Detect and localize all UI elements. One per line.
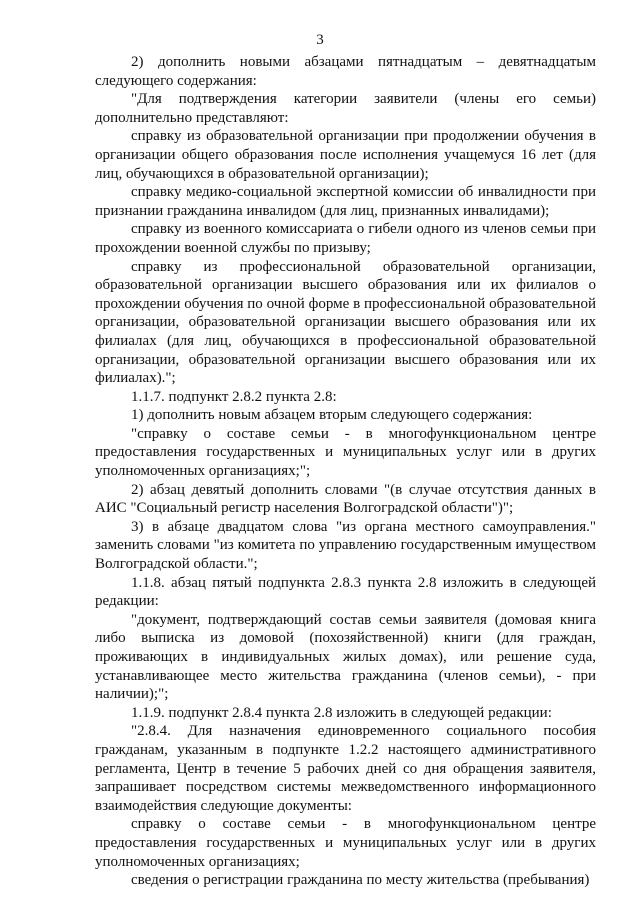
paragraph-17: сведения о регистрации гражданина по месту жительства (пребывания) [131,872,590,889]
paragraph-2: "Для подтверждения категории заявители (члены его семьи) дополнительно представляют: [95,91,596,126]
paragraph-12: 1.1.8. абзац пятый подпункта 2.8.3 пункта 2.8 изложить в следующей редакции: [95,574,596,610]
paragraph-4: справку медико-социальной экспертной комиссии об инвалидности при признании гражданина инвалидом (для лиц, признанных инвалидами); [95,184,596,219]
paragraph-6: справку из профессиональной образовательной организации, образовательной организации высшего образования или их филиалов о прохождении обучения по очной форме в профессиональной образовательной организации, образовательной организации высшего образования или их филиалах (для лиц, обучающихся в профессиональной образовательной организации, образовательной организации высшего образования или их филиалах)."; [95,258,596,387]
paragraph-10: 2) абзац девятый дополнить словами "(в случае отсутствия данных в АИС "Социальный регистр населения Волгоградской области")"; [95,481,596,517]
paragraph-13: "документ, подтверждающий состав семьи заявителя (домовая книга либо выписка из домовой (похозяйственной) книги (для граждан, проживающих в индивидуальных жилых домах), или решение суда, устанавливающее место жительства гражданина (членов семьи), - при наличии);"; [95,611,596,703]
paragraph-7: 1.1.7. подпункт 2.8.2 пункта 2.8: [131,388,337,405]
page-number: 3 [316,32,324,48]
paragraph-5: справку из военного комиссариата о гибели одного из членов семьи при прохождении военной службы по призыву; [95,221,596,256]
paragraph-9: "справку о составе семьи - в многофункциональном центре предоставления государственных и муниципальных услуг или в других уполномоченных организациях;"; [95,425,596,480]
paragraph-11: 3) в абзаце двадцатом слова "из органа местного самоуправления." заменить словами "из комитета по управлению государственным имуществом Волгоградской области."; [95,518,596,573]
paragraph-16: справку о составе семьи - в многофункциональном центре предоставления государственных и муниципальных услуг или в других уполномоченных организациях; [95,816,596,870]
paragraph-8: 1) дополнить новым абзацем вторым следующего содержания: [131,407,533,424]
paragraph-3: справку из образовательной организации при продолжении обучения в организации общего образования после исполнения учащемуся 16 лет (для лиц, обучающихся в образовательной организации); [95,128,596,182]
paragraph-14: 1.1.9. подпункт 2.8.4 пункта 2.8 изложить в следующей редакции: [131,704,552,721]
paragraph-1: 2) дополнить новыми абзацами пятнадцатым – девятнадцатым следующего содержания: [95,54,596,89]
document-body [95,53,596,890]
paragraph-15: "2.8.4. Для назначения единовременного социального пособия гражданам, указанным в подпункте 1.2.2 настоящего административного регламента, Центр в течение 5 рабочих дней со дня обращения заявителя, запрашивает посредством системы межведомственного информационного взаимодействия следующие документы: [95,723,596,814]
